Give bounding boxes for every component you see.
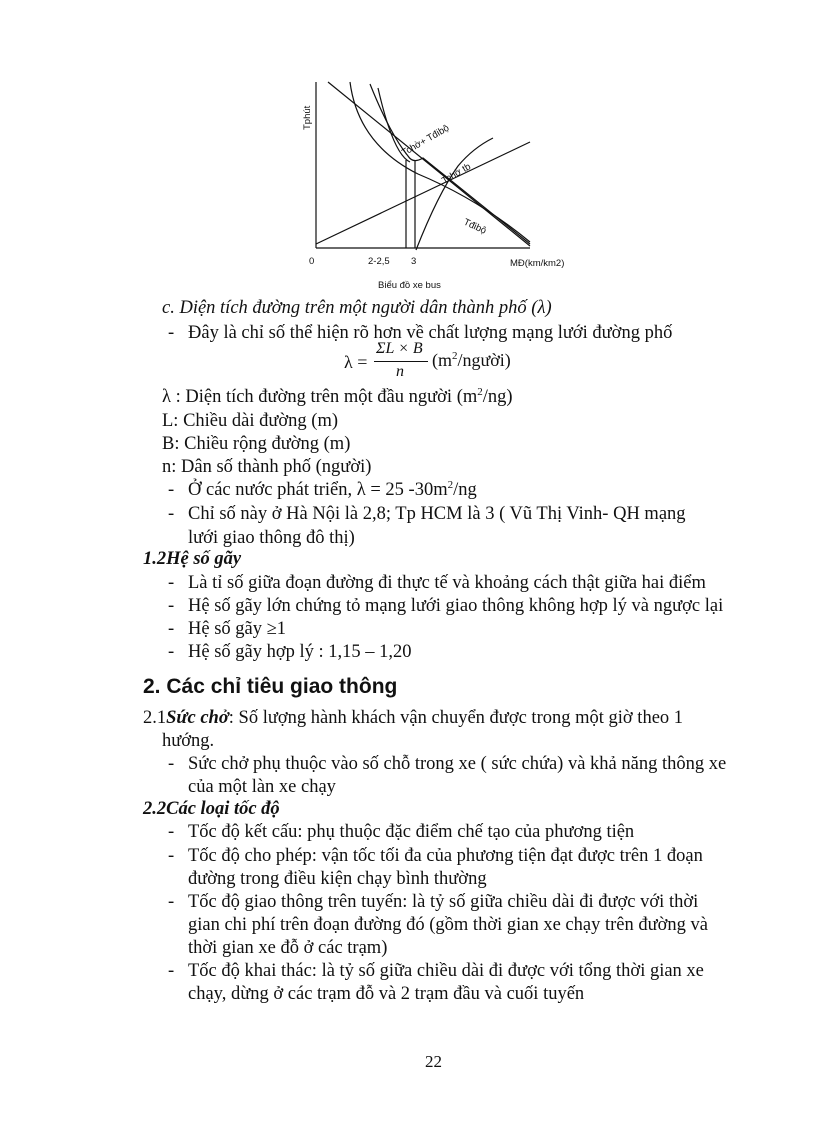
section-c-bullet-3-line-2: lưới giao thông đô thị) [188,528,355,548]
section-c-bullet-2: Ở các nước phát triển, λ = 25 $-30m^2/ng$ [188,479,477,500]
formula-unit: $(m^2/người)$ [432,350,511,370]
x-tick-2-2-5: 2-2,5 [368,256,390,267]
speed-bullet-3-line-2: gian chi phí trên đoạn đường đó (gồm thời gian xe chạy trên đường và [188,915,709,935]
page-number: 22 [425,1052,442,1071]
tdibo-curve [350,82,530,242]
bullet-dash: - [168,480,175,500]
figure-caption: Biểu đồ xe bus [378,280,441,291]
ascending-line [316,142,530,244]
section-c-bullet-3-line-1: Chỉ số này ở Hà Nội là 2,8; Tp HCM là 3 ( Vũ Thị Vinh- QH mạng [188,504,686,524]
section-1-2-heading: 1.2Hệ số gãy [143,549,242,569]
bullet-dash: - [168,846,175,866]
bullet-dash: - [168,822,175,842]
def-n: n: Dân số thành phố (người) [162,457,372,477]
curve-label-tcho-tb: Tchờ tb [440,161,473,187]
speed-bullet-3-line-1: Tốc độ giao thông trên tuyến: là tỷ số giữa chiều dài đi được với thời [188,892,699,912]
tcho-plus-tdibo-curve [370,84,530,244]
section-1-2-bullet-2: Hệ số gãy lớn chứng tỏ mạng lưới giao thông không hợp lý và ngược lại [188,596,724,616]
bullet-dash: - [168,642,175,662]
def-B: B: Chiều rộng đường (m) [162,434,351,454]
def-lambda: λ : Diện tích đường trên một đầu người $(m^2/ng)$ [162,386,513,407]
speed-bullet-1: Tốc độ kết cấu: phụ thuộc đặc điểm chế tạo của phương tiện [188,822,635,842]
x-axis-label: MĐ(km/km2) [510,258,565,269]
formula-lhs: λ = [344,352,368,372]
formula-numerator: ΣL × B [376,340,423,357]
bus-chart-figure [298,74,588,296]
bullet-dash: - [168,619,175,639]
paragraph-2-1-bullet-line-1: Sức chở phụ thuộc vào số chỗ trong xe ( sức chứa) và khả năng thông xe [188,754,727,774]
curve-label-tdibo: Tđibộ [461,216,488,237]
section-2-heading: 2. Các chỉ tiêu giao thông [143,675,398,698]
bullet-dash: - [168,573,175,593]
speed-bullet-2-line-1: Tốc độ cho phép: vận tốc tối đa của phương tiện đạt được trên 1 đoạn [188,846,703,866]
paragraph-2-1-line-2: hướng. [162,731,215,751]
speed-bullet-4-line-2: chạy, dừng ở các trạm đỗ và 2 trạm đầu và cuối tuyến [188,984,585,1004]
fraction-bar [374,361,428,362]
lambda-formula [344,340,544,388]
bullet-dash: - [168,754,175,774]
paragraph-2-1-line-1: 2.1Sức chở: Số lượng hành khách vận chuyển được trong một giờ theo 1 [143,708,684,728]
curve-label-tcho-tdibo: Tchờ+ Tđibộ [400,122,452,159]
y-axis-label: Tphút [302,105,313,130]
bullet-dash: - [168,504,175,524]
section-1-2-bullet-1: Là tỉ số giữa đoạn đường đi thực tế và khoảng cách thật giữa hai điểm [188,573,706,593]
speed-bullet-4-line-1: Tốc độ khai thác: là tỷ số giữa chiều dài đi được với tổng thời gian xe [188,961,704,981]
bullet-dash: - [168,961,175,981]
section-1-2-bullet-3: Hệ số gãy ≥1 [188,619,287,639]
bullet-dash: - [168,596,175,616]
section-c-heading: c. Diện tích đường trên một người dân thành phố (λ) [162,298,552,318]
speed-bullet-2-line-2: đường trong điều kiện chạy bình thường [188,869,487,889]
x-tick-3: 3 [411,256,417,267]
section-2-2-heading: 2.2Các loại tốc độ [143,799,280,819]
section-c-bullet-1: Đây là chỉ số thể hiện rõ hơn về chất lượng mạng lưới đường phố [188,323,673,343]
bullet-dash: - [168,892,175,912]
section-1-2-bullet-4: Hệ số gãy hợp lý : 1,15 – 1,20 [188,642,412,662]
speed-bullet-3-line-3: thời gian xe đỗ ở các trạm) [188,938,388,958]
descending-line [328,82,530,246]
formula-denominator: n [396,363,404,380]
paragraph-2-1-bullet-line-2: của một làn xe chạy [188,777,336,797]
def-L: L: Chiều dài đường (m) [162,411,339,431]
bullet-dash: - [168,323,175,343]
x-tick-0: 0 [309,256,315,267]
